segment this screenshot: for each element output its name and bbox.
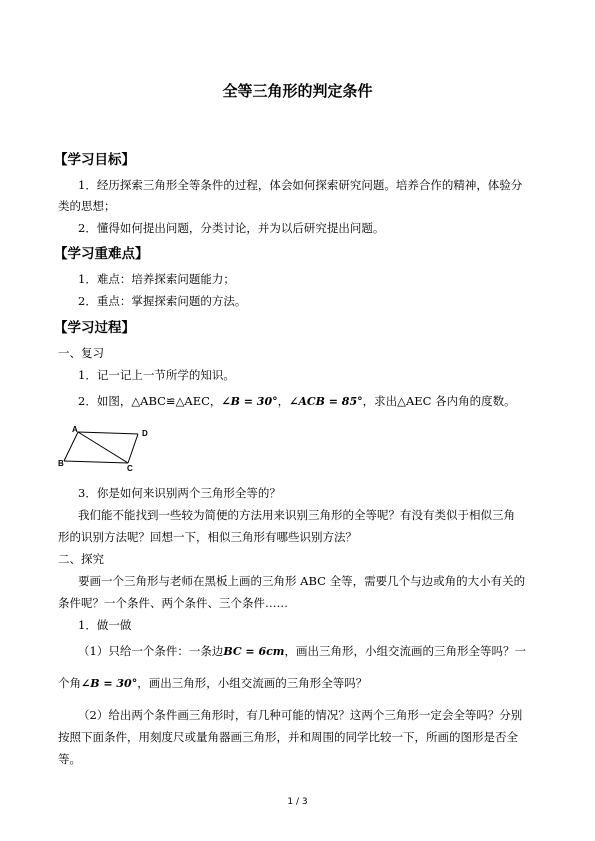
review-item-2 [78, 390, 516, 413]
section-heading-key-points: 【学习重难点】 [54, 246, 149, 262]
review-item-2-prefix: 2．如图，△ABC≌△AEC， [78, 394, 222, 408]
figure-edge-dc [128, 434, 138, 463]
figure-label-a: A [72, 426, 78, 434]
section-heading-goals: 【学习目标】 [54, 152, 135, 168]
key-point-2: 2．重点：掌握探索问题的方法。 [78, 294, 247, 308]
question-1-line-2 [58, 672, 367, 695]
goal-1-line-2: 类的思想； [58, 199, 116, 213]
page-title: 全等三角形的判定条件 [222, 82, 373, 100]
figure-label-d: D [142, 429, 148, 438]
review-item-3: 3．你是如何来识别两个三角形全等的？ [78, 486, 281, 500]
figure-edge-cb [64, 461, 128, 463]
parallelogram-figure [58, 426, 158, 472]
question-1b-suffix: ，画出三角形，小组交流画的三角形全等吗？ [137, 676, 368, 690]
page-number: 1 / 3 [287, 797, 308, 807]
angle-b-formula: ∠B = 30° [221, 395, 278, 408]
figure-label-b: B [58, 459, 64, 468]
figure-label-c: C [127, 464, 133, 472]
review-item-2-separator: ， [277, 394, 290, 408]
review-item-2-suffix: ，求出△AEC 各内角的度数。 [362, 394, 516, 408]
question-1-line-1 [78, 640, 526, 663]
question-2-line-1: （2）给出两个条件画三角形时，有几种可能的情况？这两个三角形一定会全等吗？分别 [78, 708, 523, 722]
angle-acb-formula: ∠ACB = 85° [289, 395, 363, 408]
angle-b-condition-formula: ∠B = 30° [81, 677, 138, 690]
explore-intro-line-2: 条件呢？一个条件、两个条件、三个条件…… [58, 596, 288, 610]
question-2-line-3: 等。 [58, 752, 81, 766]
review-body-line-1: 我们能不能找到一些较为简便的方法用来识别三角形的全等呢？有没有类似于相似三角 [78, 508, 515, 522]
review-body-line-2: 形的识别方法呢？回想一下，相似三角形有哪些识别方法？ [58, 530, 357, 544]
review-heading: 一、复习 [58, 346, 104, 360]
explore-heading: 二、探究 [58, 552, 104, 566]
review-item-1: 1．记一记上一节所学的知识。 [78, 368, 235, 382]
figure-edge-ad [78, 432, 138, 434]
key-point-1: 1．难点：培养探索问题能力； [78, 272, 235, 286]
question-1-prefix: （1）只给一个条件：一条边 [78, 644, 224, 658]
question-2-line-2: 按照下面条件，用刻度尺或量角器画三角形，并和周围的同学比较一下，所画的图形是否全 [58, 730, 518, 744]
side-bc-formula: BC = 6cm [223, 645, 285, 658]
goal-2: 2．懂得如何提出问题，分类讨论，并为以后研究提出问题。 [78, 221, 385, 235]
figure-diagonal-ac [78, 432, 128, 463]
figure-edge-ba [64, 432, 78, 461]
question-1-suffix: ，画出三角形，小组交流画的三角形全等吗？一 [284, 644, 526, 658]
question-1b-prefix: 个角 [58, 676, 81, 690]
goal-1-line-1: 1．经历探索三角形全等条件的过程，体会如何探索研究问题。培养合作的精神，体验分 [78, 178, 523, 192]
explore-step-1: 1．做一做 [78, 618, 132, 632]
explore-intro-line-1: 要画一个三角形与老师在黑板上画的三角形 ABC 全等，需要几个与边或角的大小有关的 [78, 574, 526, 588]
section-heading-process: 【学习过程】 [54, 320, 135, 336]
